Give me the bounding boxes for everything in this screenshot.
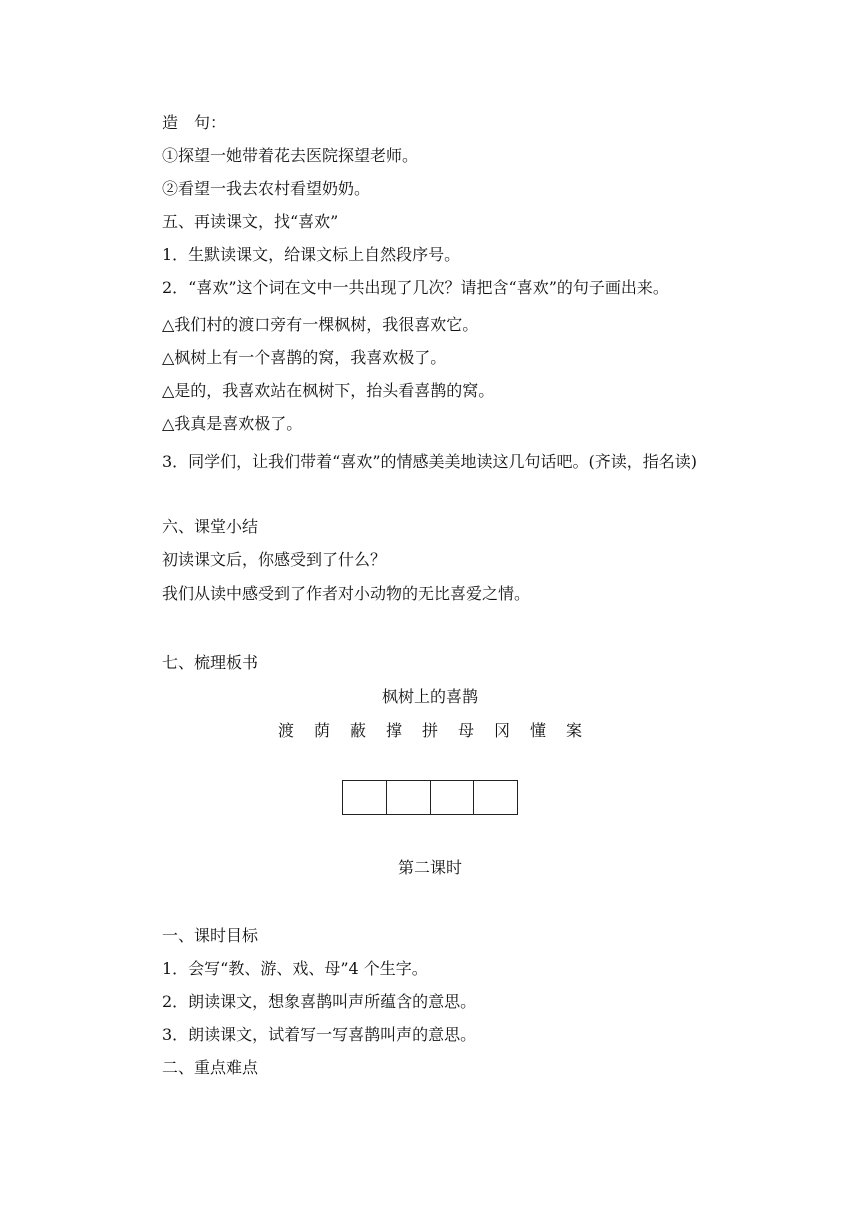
quote-sentence-1: △我们村的渡口旁有一棵枫树，我很喜欢它。 (162, 315, 479, 334)
lesson-goals-heading: 一、课时目标 (162, 926, 259, 945)
sentence-making-label: 造 句： (162, 113, 227, 132)
section-6-heading: 六、课堂小结 (162, 517, 259, 536)
key-points-heading: 二、重点难点 (162, 1058, 259, 1077)
board-char: 撑 (385, 721, 402, 740)
grid-cell (387, 781, 431, 814)
section-5-heading: 五、再读课文，找“喜欢” (162, 212, 339, 231)
board-char: 渡 (277, 721, 294, 740)
board-char: 冈 (493, 721, 510, 740)
quote-sentence-3: △是的，我喜欢站在枫树下，抬头看喜鹊的窝。 (162, 381, 495, 400)
quote-sentence-4: △我真是喜欢极了。 (162, 414, 303, 433)
lesson-goal-3: 3．朗读课文，试着写一写喜鹊叫声的意思。 (162, 1025, 477, 1044)
grid-cell (343, 781, 387, 814)
lesson-goal-2: 2．朗读课文，想象喜鹊叫声所蕴含的意思。 (162, 992, 477, 1011)
board-char: 荫 (313, 721, 330, 740)
board-characters (0, 720, 860, 742)
board-char: 拼 (421, 721, 438, 740)
section-7-heading: 七、梳理板书 (162, 653, 259, 672)
board-empty-grid (342, 780, 518, 815)
section-5-step-1: 1．生默读课文，给课文标上自然段序号。 (162, 245, 461, 264)
board-char: 母 (457, 721, 474, 740)
sentence-example-1: ①探望一她带着花去医院探望老师。 (162, 146, 419, 165)
lesson-2-title: 第二课时 (397, 858, 462, 877)
sentence-example-2: ②看望一我去农村看望奶奶。 (162, 179, 371, 198)
section-5-step-2: 2．“喜欢”这个词在文中一共出现了几次？请把含“喜欢”的句子画出来。 (162, 278, 669, 297)
board-char: 蔽 (349, 721, 366, 740)
lesson-goal-1: 1．会写“教、游、戏、母”4 个生字。 (162, 959, 428, 978)
board-char: 案 (565, 721, 582, 740)
section-5-step-3: 3．同学们，让我们带着“喜欢”的情感美美地读这几句话吧。(齐读，指名读) (162, 452, 698, 471)
board-char: 懂 (529, 721, 546, 740)
summary-answer: 我们从读中感受到了作者对小动物的无比喜爱之情。 (162, 584, 531, 603)
summary-question: 初读课文后，你感受到了什么？ (162, 550, 387, 569)
grid-cell (431, 781, 475, 814)
grid-cell (474, 781, 517, 814)
quote-sentence-2: △枫树上有一个喜鹊的窝，我喜欢极了。 (162, 348, 447, 367)
board-title: 枫树上的喜鹊 (381, 687, 478, 706)
